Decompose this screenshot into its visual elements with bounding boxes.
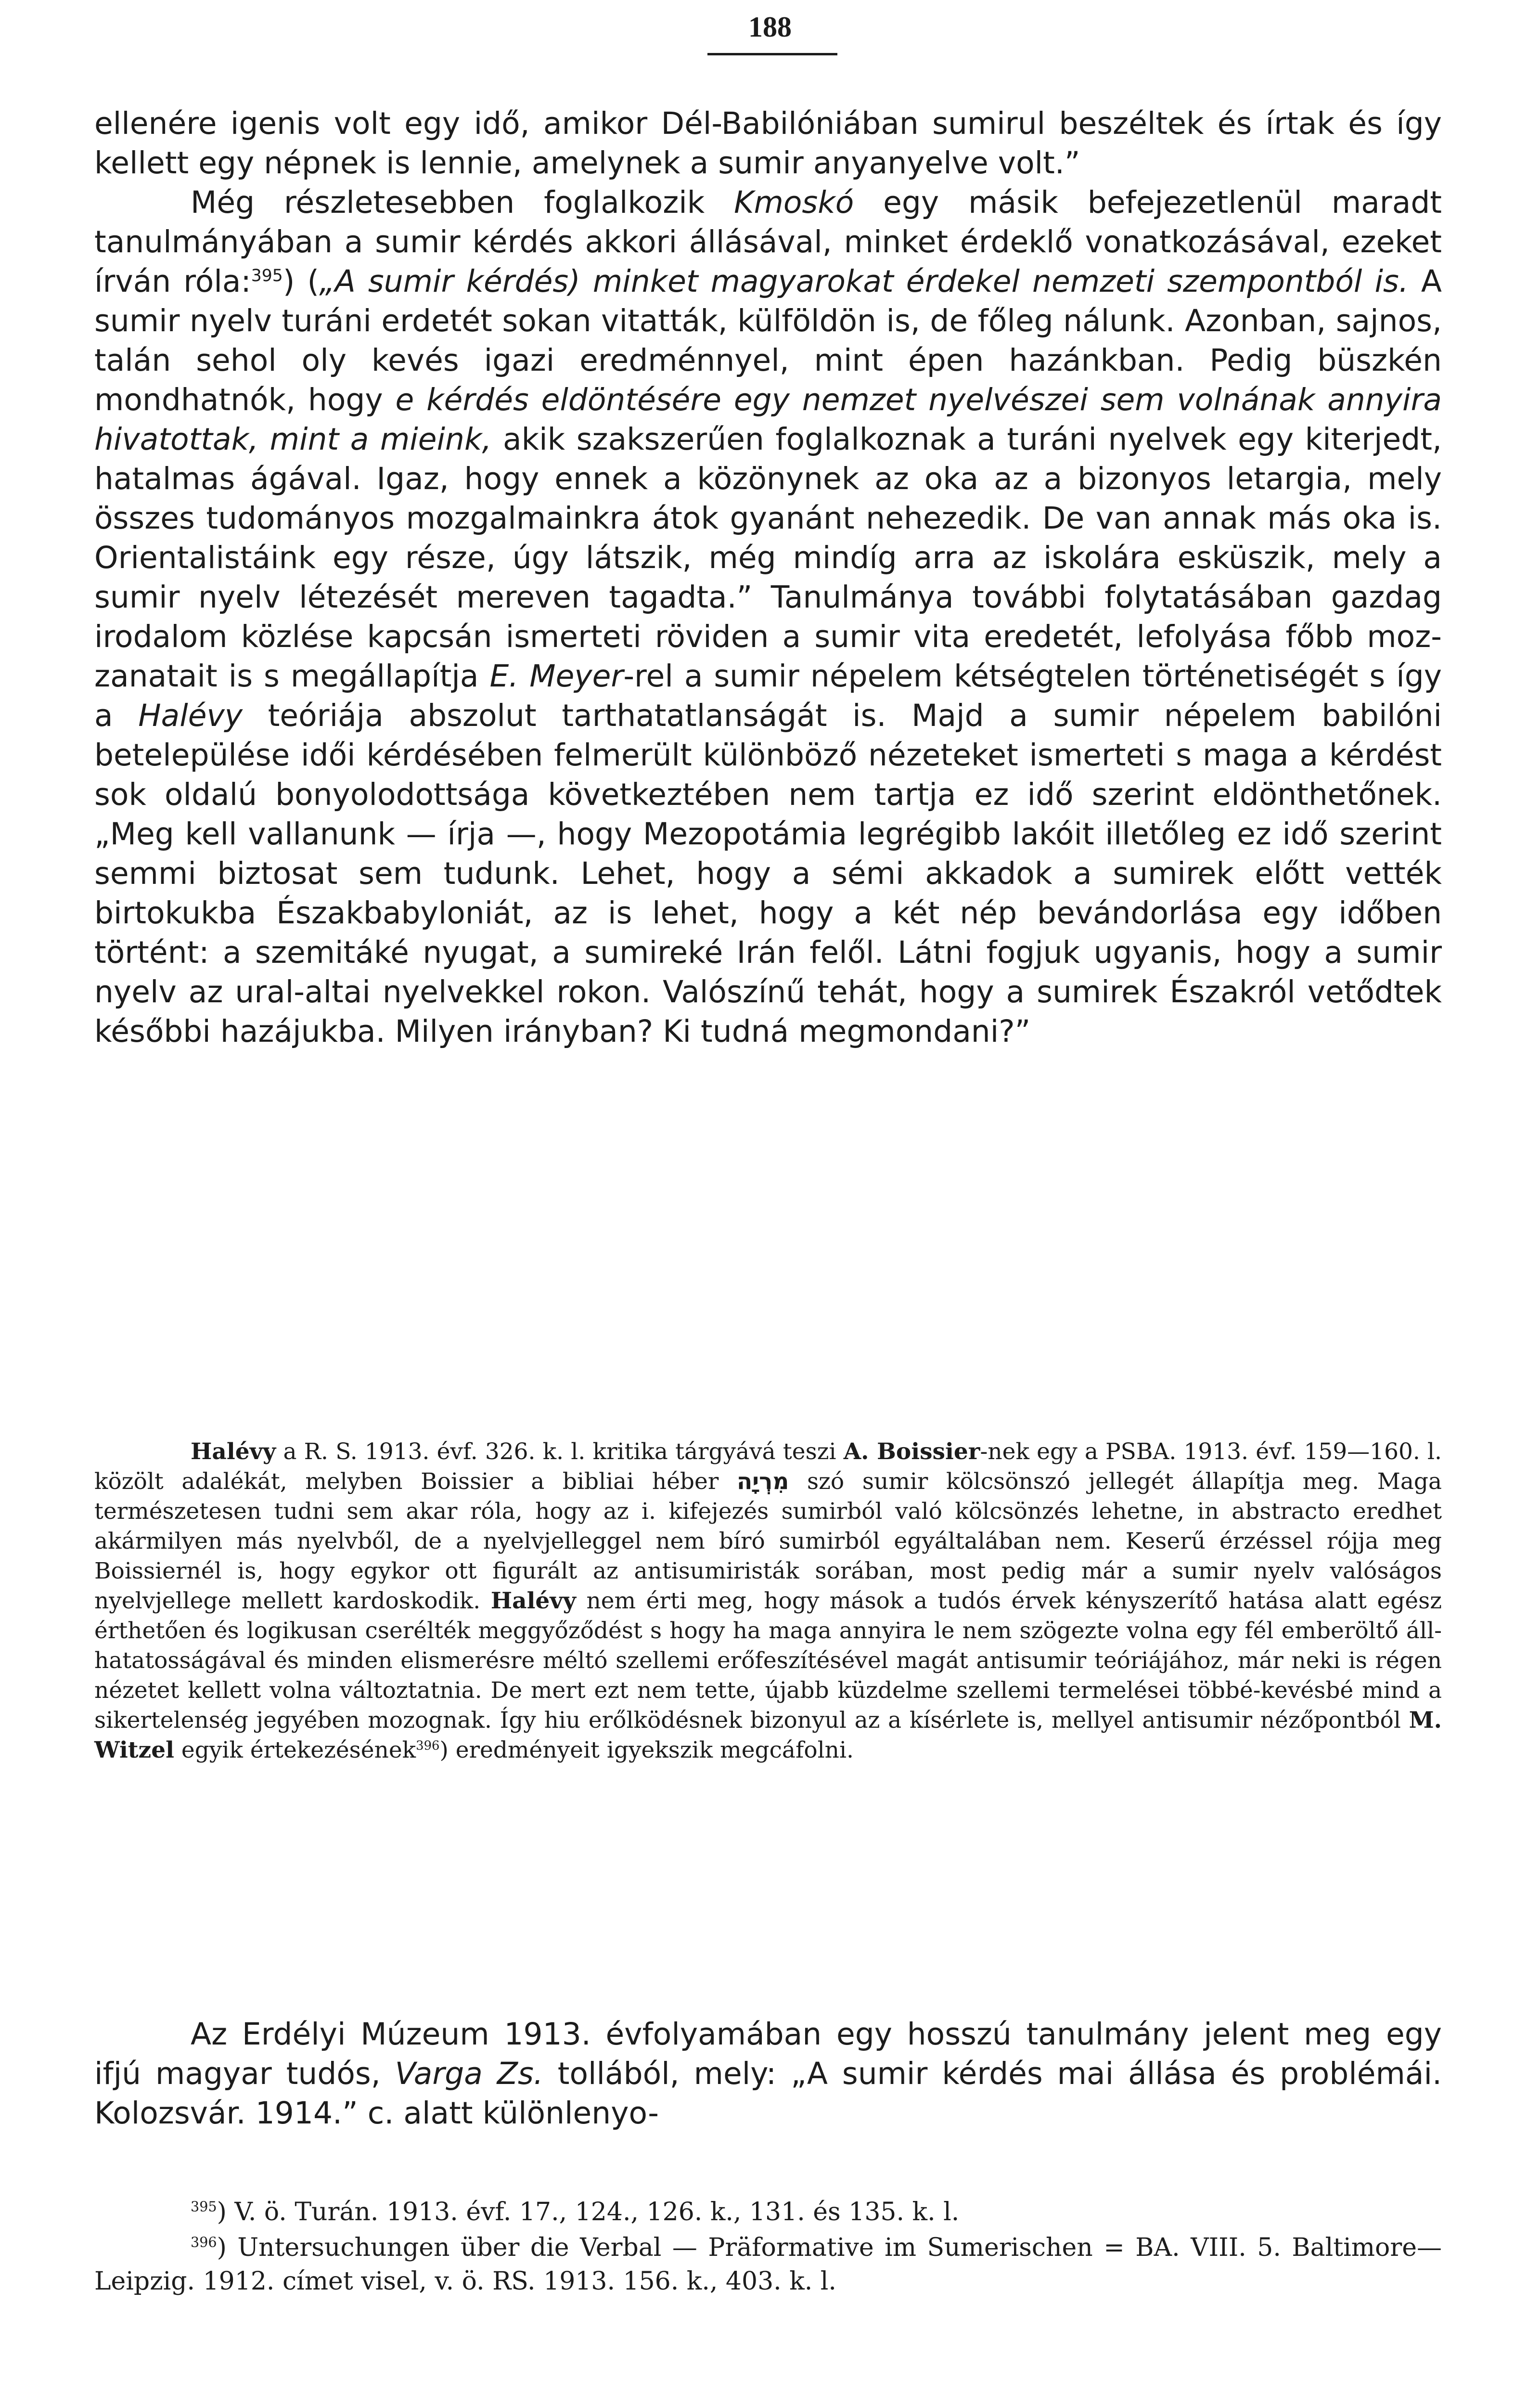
- text-run: egyik értekezésének: [174, 1737, 416, 1763]
- text-run: a R. S. 1913. évf. 326. k. l. kritika tárgyává teszi: [276, 1438, 844, 1465]
- text-run: teóriája abszolut tarthatatlanságát is. Majd a sumir népelem babilóni betelepülése idői kérdésében felmerült különböző nézeteket ismerteti s maga a kérdést sok oldalú bonyolodottsága következtében nem tartja ez idő szerint eldönthetőnek. „Meg kell vallanunk — írja —, hogy Mezopotámia legrégibb lakóit illetőleg ez idő szerint semmi biztosat sem tudunk. Lehet, hogy a sémi akkadok a sumirek előtt vették birtokukba Északbabyloniát, az is lehet, hogy a két nép bevándorlása egy időben történt: a szemitáké nyugat, a sumireké Irán felől. Látni fogjuk ugyanis, hogy a sumir nyelv az ural-altai nyelvekkel rokon. Valószínű tehát, hogy a sumirek Északról vetődtek későbbi hazájukba. Milyen irányban? Ki tudná megmondani?”: [94, 698, 1442, 1049]
- text-run: Még részletesebben foglalkozik: [191, 185, 734, 220]
- text-run: szó sumir kölcsönszó jellegét állapítja meg. Maga természetesen tudni sem akar róla, hogy az i. kifejezés sumirból való kölcsönzés lehetne, in abstracto eredhet akármilyen más nyelvből, de a nyelvjelleggel nem bíró sumirból egyáltalában nem. Keserű érzéssel rójja meg Boissiernél is, hogy egykor ott figurált az antisumiristák sorában, most pedig már a sumir nyelv valóságos nyelvjellege mellett kardoskodik.: [94, 1468, 1442, 1614]
- closing-paragraph: [94, 2015, 1442, 2133]
- text-run: nem érti meg, hogy mások a tudós érvek kényszerítő hatása alatt egész érthetően és logikusan cserélték meggyőződést s hogy ha maga annyira le nem szögezte volna egy fél emberöltő állhatatosságával és minden elismerésre méltó szellemi erőfeszítésével magát antisumir teóriájához, már neki is régen nézetet kellett volna változtatnia. De mert ezt nem tette, újabb küzdelme szellemi termelései többé-kevésbé mind a sikertelenség jegyében mozognak. Így hiu erőlködésnek bizonyul az a kísérlete is, mellyel antisumir nézőpontból: [94, 1588, 1442, 1734]
- text-run: egy másik befejezetlenül maradt tanulmányában a sumir kérdés akkori állásával, minket érdeklő vonatkozásával, ezeket írván róla:: [94, 185, 1442, 299]
- page-number: 188: [748, 11, 792, 43]
- author-name: M. Witzel: [94, 1707, 1442, 1763]
- paragraph-2: [94, 183, 1442, 1051]
- author-name: A. Boissier: [843, 1438, 980, 1465]
- footnote-number: 395: [191, 2198, 217, 2215]
- author-name: E. Meyer: [489, 659, 624, 694]
- text-run: akik szakszerűen foglalkoznak a turáni nyelvek egy kiterjedt, hatalmas ágával. Igaz, hogy ennek a közönynek az oka az a bizonyos letargia, mely összes tudományos mozgalmainkra átok gyanánt nehezedik. De van annak más oka is. Orientalistáink egy része, úgy látszik, még mindíg arra az iskolára esküszik, mely a sumir nyelv létezését mereven tagadta.” Tanulmánya további folytatásában gazdag irodalom közlése kapcsán ismerteti röviden a sumir vita eredetét, lefolyása főbb mozzanatait is s megállapítja: [94, 422, 1442, 694]
- text-run: ) (: [282, 264, 320, 299]
- text-run: A sumir nyelv turáni erdetét sokan vitatták, külföldön is, de főleg nálunk. Azonban, sajnos, talán sehol oly kevés igazi eredménnyel, mint épen hazánkban. Pedig büszkén mondhatnók, hogy: [94, 264, 1442, 417]
- hebrew-word: מִרְיָה: [736, 1468, 789, 1495]
- text-run: -nek egy a PSBA. 1913. évf. 159—160. l. közölt adalékát, melyben Boissier a bibliai héber: [94, 1438, 1442, 1495]
- author-name: Kmoskó: [734, 185, 854, 220]
- footnote: [94, 2195, 1442, 2229]
- quote-italic: „A sumir kérdés) minket magyarokat érdekel nemzeti szempontból is.: [319, 264, 1409, 299]
- text-run: -rel a sumir népelem kétségtelen történetiségét s így a: [94, 659, 1442, 733]
- text-run: ) eredményeit igyekszik megcáfolni.: [439, 1737, 854, 1763]
- paragraph-1: [94, 104, 1442, 183]
- author-name: Halévy: [138, 698, 243, 733]
- footnote-number: 396: [191, 2234, 217, 2251]
- text-run: ellenére igenis volt egy idő, amikor Dél-Babilóniában sumirul beszéltek és írtak és így kellett egy népnek is lennie, amelynek a sumir anyanyelve volt.”: [94, 106, 1442, 181]
- text-run: Az Erdélyi Múzeum 1913. évfolyamában egy hosszú tanulmány jelent meg egy ifjú magyar tudós,: [94, 2017, 1442, 2091]
- footnote-text: ) Untersuchungen über die Verbal — Präformative im Sumerischen = BA. VIII. 5. Baltimore—Leipzig. 1912. címet visel, v. ö. RS. 1913. 156. k., 403. k. l.: [94, 2233, 1442, 2296]
- text-run: tollából, mely: „A sumir kérdés mai állása és problémái. Kolozsvár. 1914.” c. alatt különlenyo-: [94, 2056, 1442, 2131]
- footnote-text: ) V. ö. Turán. 1913. évf. 17., 124., 126. k., 131. és 135. k. l.: [217, 2198, 960, 2226]
- page-number-underline: [707, 53, 837, 55]
- main-text: [94, 104, 1442, 1051]
- footnotes: [94, 2195, 1442, 2298]
- footnote-ref: 395: [251, 266, 283, 285]
- quote-italic: e kérdés eldöntésére egy nemzet nyelvészei sem volnának annyira hivatottak, mint a mieink,: [94, 382, 1442, 457]
- author-name: Varga Zs.: [395, 2056, 543, 2091]
- note-block: [94, 1437, 1442, 1765]
- author-name: Halévy: [490, 1588, 576, 1614]
- footnote: [94, 2231, 1442, 2298]
- footnote-ref: 396: [416, 1738, 440, 1753]
- author-name: Halévy: [191, 1438, 276, 1465]
